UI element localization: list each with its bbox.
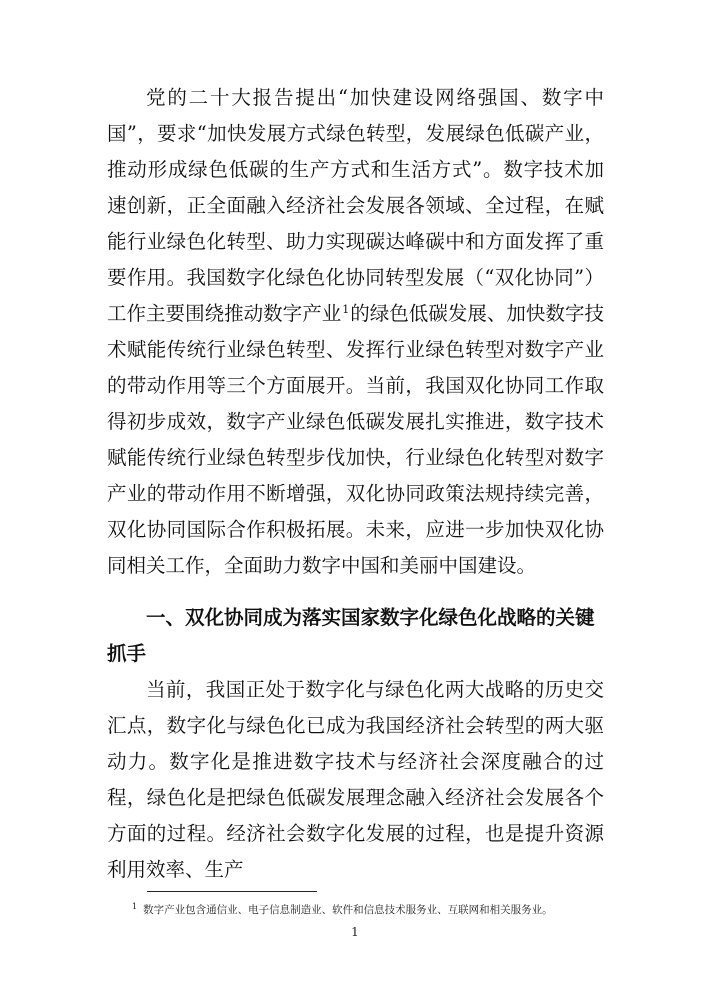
- footnote-divider: [147, 891, 317, 892]
- section-paragraph: 当前，我国正处于数字化与绿色化两大战略的历史交汇点，数字化与绿色化已成为我国经济社会转型的两大驱动力。数字化是推进数字技术与经济社会深度融合的过程，绿色化是把绿色低碳发展理念融入经济社会发展各个方面的过程。经济社会数字化发展的过程，也是提升资源利用效率、生产: [107, 678, 604, 881]
- intro-paragraph: [107, 80, 604, 584]
- section-heading: 一、双化协同成为落实国家数字化绿色化战略的关键抓手: [107, 606, 595, 665]
- footnote: [132, 902, 553, 918]
- intro-paragraph-text-a: 党的二十大报告提出“加快建设网络强国、数字中国”，要求“加快发展方式绿色转型，发展绿色低碳产业，推动形成绿色低碳的生产方式和生活方式”。数字技术加速创新，正全面融入经济社会发展各领域、全过程，在赋能行业绿色化转型、助力实现碳达峰碳中和方面发挥了重要作用。我国数字化绿色化协同转型发展（“双化协同”）工作主要围绕推动数字产业: [107, 86, 604, 325]
- page-number: 1: [351, 925, 359, 939]
- footnote-text: 数字产业包含通信业、电子信息制造业、软件和信息技术服务业、互联网和相关服务业。: [143, 904, 553, 916]
- intro-paragraph-text-b: 的绿色低碳发展、加快数字技术赋能传统行业绿色转型、发挥行业绿色转型对数字产业的带动作用等三个方面展开。当前，我国双化协同工作取得初步成效，数字产业绿色低碳发展扎实推进，数字技术赋能传统行业绿色转型步伐加快，行业绿色化转型对数字产业的带动作用不断增强，双化协同政策法规持续完善，双化协同国际合作积极拓展。未来，应进一步加快双化协同相关工作，全面助力数字中国和美丽中国建设。: [107, 302, 604, 577]
- footnote-number: 1: [132, 901, 138, 911]
- footnote-reference: 1: [342, 302, 350, 316]
